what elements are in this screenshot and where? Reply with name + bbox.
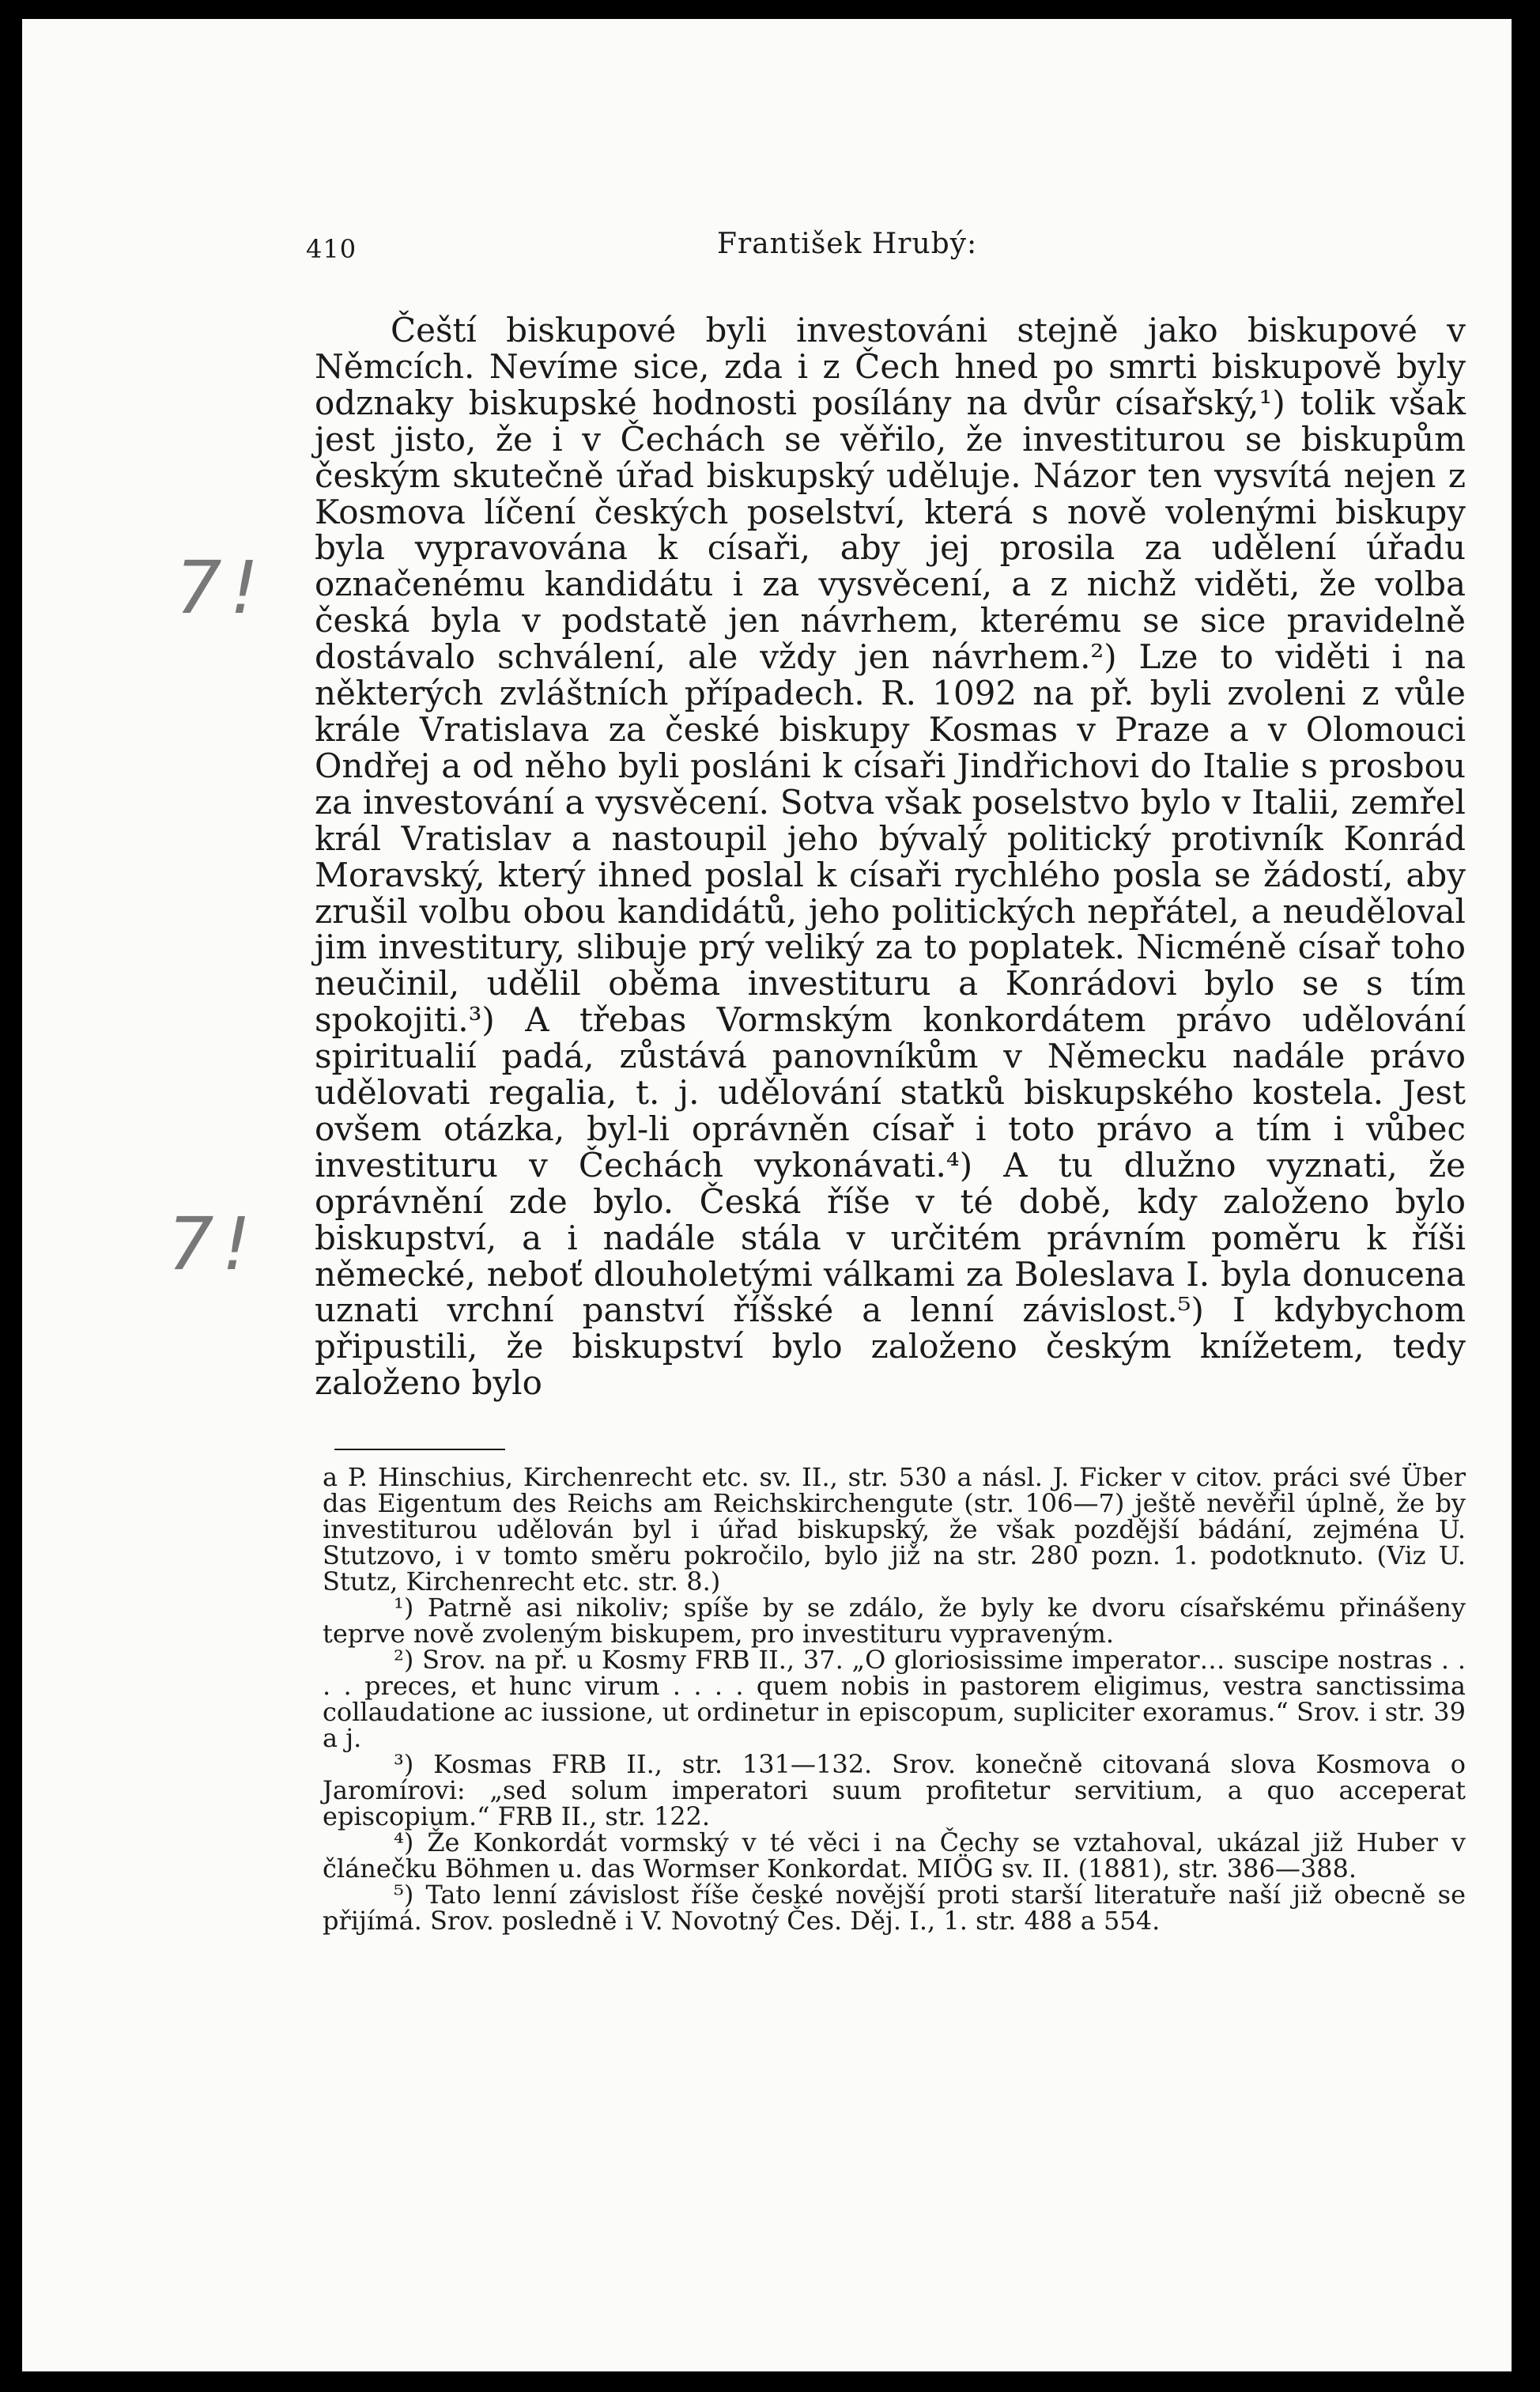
footnote-2 [323, 1647, 1466, 1751]
footnote-marker: ²) [394, 1645, 414, 1675]
running-title: František Hrubý: [717, 228, 978, 260]
footnote-marker: ¹) [394, 1593, 414, 1623]
footnote-text: Srov. na př. u Kosmy FRB II., 37. „O gloriosissime imperator… suscipe nostras . . . . preces, et hunc virum . . . . quem nobis in pastorem eligimus, vestra sanctissima collaudatione ac iussione, ut ordinetur in episcopum, supliciter exoramus.“ Srov. i str. 39 a j. [323, 1645, 1466, 1753]
footnote-marker: ⁵) [394, 1880, 414, 1910]
footnote-text: Patrně asi nikoliv; spíše by se zdálo, že byly ke dvoru císařskému přinášeny teprve nově zvoleným biskupem, pro investituru vypraveným. [323, 1593, 1466, 1649]
pencil-margin-mark: 7! [168, 1202, 259, 1287]
footnote-marker: ⁴) [394, 1827, 414, 1857]
footnote-divider [334, 1449, 505, 1450]
footnote-3 [323, 1751, 1466, 1830]
footnote-text: Kosmas FRB II., str. 131—132. Srov. konečně citovaná slova Kosmova o Jaromírovi: „sed solum imperatori suum profitetur servitium, a quo acceperat episcopium.“ FRB II., str. 122. [323, 1749, 1466, 1831]
footnote-marker: ³) [394, 1749, 414, 1779]
footnote-text: Že Konkordát vormský v té věci i na Čechy se vztahoval, ukázal již Huber v článečku Böhmen u. das Wormser Konkordat. MIÖG sv. II. (1881), str. 386—388. [323, 1827, 1466, 1884]
running-head [306, 228, 1474, 275]
pencil-margin-mark: 7! [176, 546, 267, 630]
main-text [315, 312, 1466, 1401]
footnote-continuation: a P. Hinschius, Kirchenrecht etc. sv. II., str. 530 a násl. J. Ficker v citov. práci své Über das Eigentum des Reichs am Reichskirchengute (str. 106—7) ještě nevěřil úplně, že by investiturou udělován byl i úřad biskupský, že však pozdější bádání, zejména U. Stutzovo, i v tomto směru pokročilo, bylo již na str. 280 pozn. 1. podotknuto. (Viz U. Stutz, Kirchenrecht etc. str. 8.) [323, 1462, 1466, 1597]
body-paragraph: Čeští biskupové byli investováni stejně jako biskupové v Němcích. Nevíme sice, zda i z Čech hned po smrti biskupově byly odznaky biskupské hodnosti posílány na dvůr císařský,¹) tolik však jest jisto, že i v Čechách se věřilo, že investiturou se biskupům českým skutečně úřad biskupský uděluje. Názor ten vysvítá nejen z Kosmova líčení českých poselství, která s nově volenými biskupy byla vypravována k císaři, aby jej prosila za udělení úřadu označenému kandidátu i za vysvěcení, a z nichž viděti, že volba česká byla v podstatě jen návrhem, kterému se sice pravidelně dostávalo schválení, ale vždy jen návrhem.²) Lze to viděti i na některých zvláštních případech. R. 1092 na př. byli zvoleni z vůle krále Vratislava za české biskupy Kosmas v Praze a v Olomouci Ondřej a od něho byli posláni k císaři Jindřichovi do Italie s prosbou za investování a vysvěcení. Sotva však poselstvo bylo v Italii, zemřel král Vratislav a nastoupil jeho bývalý politický protivník Konrád Moravský, který ihned poslal k císaři rychlého posla se žádostí, aby zrušil volbu obou kandidátů, jeho politických nepřátel, a neuděloval jim investitury, slibuje prý veliký za to poplatek. Nicméně císař toho neučinil, udělil oběma investituru a Konrádovi bylo se s tím spokojiti.³) A třebas Vormským konkordátem právo udělování spiritualií padá, zůstává panovníkům v Německu nadále právo udělovati regalia, t. j. udělování statků biskupského kostela. Jest ovšem otázka, byl-li oprávněn císař i toto právo a tím i vůbec investituru v Čechách vykonávati.⁴) A tu dlužno vyznati, že oprávnění zde bylo. Česká říše v té době, kdy založeno bylo biskupství, a i nadále stála v určitém právním poměru k říši německé, neboť dlouholetými válkami za Boleslava I. byla donucena uznati vrchní panství říšské a lenní závislost.⁵) I kdybychom připustili, že biskupství bylo založeno českým knížetem, tedy založeno bylo [315, 311, 1466, 1403]
page-number: 410 [306, 234, 357, 264]
footnote-4 [323, 1827, 1466, 1884]
footnote-text: Tato lenní závislost říše české novější proti starší literatuře naší již obecně se přijímá. Srov. posledně i V. Novotný Čes. Děj. I., 1. str. 488 a 554. [323, 1880, 1466, 1936]
footnotes [323, 1464, 1466, 1934]
footnote-5 [323, 1882, 1466, 1934]
footnote-1 [323, 1595, 1466, 1647]
